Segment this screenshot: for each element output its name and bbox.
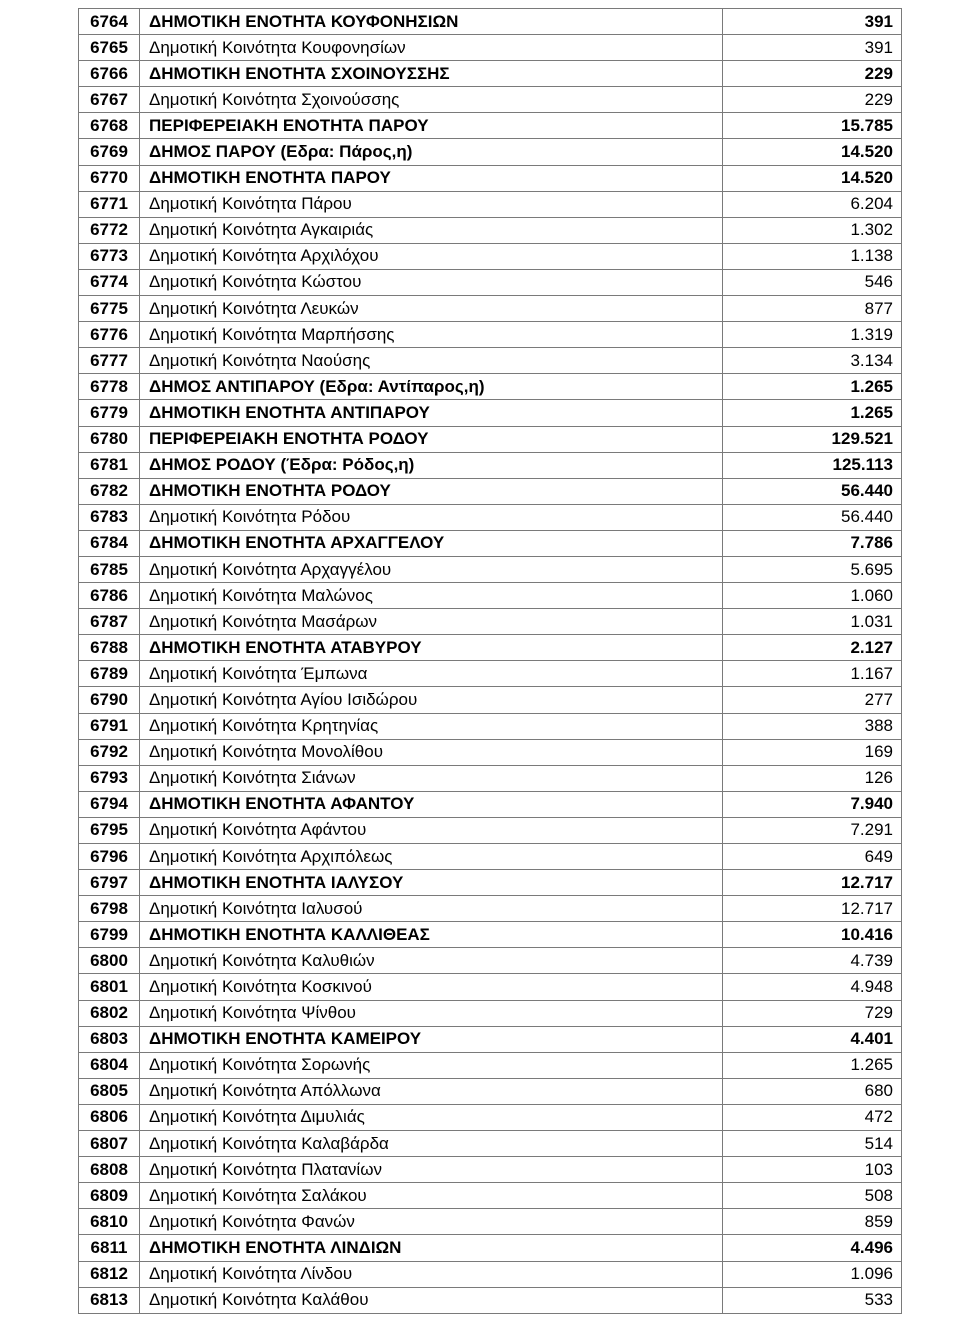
row-name: Δημοτική Κοινότητα Μασάρων: [140, 609, 723, 635]
row-code: 6807: [79, 1131, 140, 1157]
table-row: [79, 948, 902, 974]
row-code: 6770: [79, 165, 140, 191]
table-row: [79, 35, 902, 61]
row-name: Δημοτική Κοινότητα Ρόδου: [140, 504, 723, 530]
row-code: 6782: [79, 478, 140, 504]
row-code: 6769: [79, 139, 140, 165]
table-row: [79, 635, 902, 661]
table-row: [79, 530, 902, 556]
row-population: 1.265: [723, 1052, 902, 1078]
row-code: 6793: [79, 765, 140, 791]
row-code: 6771: [79, 191, 140, 217]
table-row: [79, 1000, 902, 1026]
table-row: [79, 191, 902, 217]
row-name: Δημοτική Κοινότητα Μονολίθου: [140, 739, 723, 765]
row-name: ΔΗΜΟΤΙΚΗ ΕΝΟΤΗΤΑ ΑΝΤΙΠΑΡΟΥ: [140, 400, 723, 426]
row-code: 6775: [79, 296, 140, 322]
table-row: [79, 1183, 902, 1209]
row-population: 5.695: [723, 556, 902, 582]
table-row: [79, 348, 902, 374]
row-name: ΠΕΡΙΦΕΡΕΙΑΚΗ ΕΝΟΤΗΤΑ ΠΑΡΟΥ: [140, 113, 723, 139]
row-name: ΔΗΜΟΤΙΚΗ ΕΝΟΤΗΤΑ ΑΤΑΒΥΡΟΥ: [140, 635, 723, 661]
table-row: [79, 139, 902, 165]
row-population: 12.717: [723, 896, 902, 922]
table-row: [79, 61, 902, 87]
row-name: ΔΗΜΟΣ ΠΑΡΟΥ (Εδρα: Πάρος,η): [140, 139, 723, 165]
table-row: [79, 817, 902, 843]
row-code: 6808: [79, 1157, 140, 1183]
row-name: Δημοτική Κοινότητα Διμυλιάς: [140, 1104, 723, 1130]
table-row: [79, 1209, 902, 1235]
row-population: 877: [723, 296, 902, 322]
row-name: Δημοτική Κοινότητα Ναούσης: [140, 348, 723, 374]
row-code: 6765: [79, 35, 140, 61]
row-population: 514: [723, 1131, 902, 1157]
table-row: [79, 217, 902, 243]
row-population: 7.291: [723, 817, 902, 843]
row-population: 56.440: [723, 504, 902, 530]
table-row: [79, 765, 902, 791]
row-name: ΠΕΡΙΦΕΡΕΙΑΚΗ ΕΝΟΤΗΤΑ ΡΟΔΟΥ: [140, 426, 723, 452]
row-name: Δημοτική Κοινότητα Μαλώνος: [140, 583, 723, 609]
row-name: ΔΗΜΟΣ ΑΝΤΙΠΑΡΟΥ (Εδρα: Αντίπαρος,η): [140, 374, 723, 400]
table-row: [79, 844, 902, 870]
row-population: 1.302: [723, 217, 902, 243]
table-row: [79, 1131, 902, 1157]
row-name: Δημοτική Κοινότητα Σιάνων: [140, 765, 723, 791]
row-code: 6788: [79, 635, 140, 661]
row-code: 6811: [79, 1235, 140, 1261]
row-population: 1.265: [723, 400, 902, 426]
row-population: 6.204: [723, 191, 902, 217]
population-table: [78, 8, 902, 1314]
row-code: 6778: [79, 374, 140, 400]
table-row: [79, 922, 902, 948]
row-name: Δημοτική Κοινότητα Σαλάκου: [140, 1183, 723, 1209]
row-name: Δημοτική Κοινότητα Αρχιλόχου: [140, 243, 723, 269]
table-row: [79, 9, 902, 35]
table-row: [79, 269, 902, 295]
row-name: Δημοτική Κοινότητα Λευκών: [140, 296, 723, 322]
row-population: 1.265: [723, 374, 902, 400]
row-name: Δημοτική Κοινότητα Ψίνθου: [140, 1000, 723, 1026]
table-row: [79, 1104, 902, 1130]
row-name: Δημοτική Κοινότητα Κοσκινού: [140, 974, 723, 1000]
row-name: Δημοτική Κοινότητα Φανών: [140, 1209, 723, 1235]
row-population: 859: [723, 1209, 902, 1235]
row-name: Δημοτική Κοινότητα Αρχαγγέλου: [140, 556, 723, 582]
row-population: 12.717: [723, 870, 902, 896]
table-row: [79, 713, 902, 739]
row-population: 1.167: [723, 661, 902, 687]
row-population: 277: [723, 687, 902, 713]
row-code: 6786: [79, 583, 140, 609]
row-code: 6781: [79, 452, 140, 478]
row-population: 1.031: [723, 609, 902, 635]
table-body: [79, 9, 902, 1314]
row-code: 6813: [79, 1287, 140, 1313]
row-population: 14.520: [723, 165, 902, 191]
row-name: ΔΗΜΟΤΙΚΗ ΕΝΟΤΗΤΑ ΑΡΧΑΓΓΕΛΟΥ: [140, 530, 723, 556]
row-code: 6776: [79, 322, 140, 348]
row-population: 391: [723, 35, 902, 61]
table-row: [79, 1287, 902, 1313]
row-population: 169: [723, 739, 902, 765]
row-population: 680: [723, 1078, 902, 1104]
row-population: 1.096: [723, 1261, 902, 1287]
row-code: 6805: [79, 1078, 140, 1104]
row-population: 1.319: [723, 322, 902, 348]
row-population: 3.134: [723, 348, 902, 374]
row-code: 6791: [79, 713, 140, 739]
row-code: 6800: [79, 948, 140, 974]
row-population: 1.060: [723, 583, 902, 609]
row-code: 6812: [79, 1261, 140, 1287]
row-population: 391: [723, 9, 902, 35]
row-code: 6784: [79, 530, 140, 556]
row-name: ΔΗΜΟΣ ΡΟΔΟΥ (Έδρα: Ρόδος,η): [140, 452, 723, 478]
row-name: ΔΗΜΟΤΙΚΗ ΕΝΟΤΗΤΑ ΚΑΛΛΙΘΕΑΣ: [140, 922, 723, 948]
row-name: ΔΗΜΟΤΙΚΗ ΕΝΟΤΗΤΑ ΚΟΥΦΟΝΗΣΙΩΝ: [140, 9, 723, 35]
table-row: [79, 870, 902, 896]
table-row: [79, 87, 902, 113]
row-code: 6801: [79, 974, 140, 1000]
row-population: 2.127: [723, 635, 902, 661]
row-name: Δημοτική Κοινότητα Αγκαιριάς: [140, 217, 723, 243]
row-name: Δημοτική Κοινότητα Καλάθου: [140, 1287, 723, 1313]
table-row: [79, 739, 902, 765]
row-code: 6764: [79, 9, 140, 35]
table-row: [79, 661, 902, 687]
row-population: 649: [723, 844, 902, 870]
row-population: 729: [723, 1000, 902, 1026]
row-name: Δημοτική Κοινότητα Καλυθιών: [140, 948, 723, 974]
table-row: [79, 974, 902, 1000]
row-name: Δημοτική Κοινότητα Πλατανίων: [140, 1157, 723, 1183]
row-name: Δημοτική Κοινότητα Ιαλυσού: [140, 896, 723, 922]
row-population: 4.739: [723, 948, 902, 974]
row-population: 4.496: [723, 1235, 902, 1261]
table-row: [79, 113, 902, 139]
row-population: 229: [723, 87, 902, 113]
row-name: Δημοτική Κοινότητα Κώστου: [140, 269, 723, 295]
row-name: Δημοτική Κοινότητα Αφάντου: [140, 817, 723, 843]
row-population: 56.440: [723, 478, 902, 504]
row-name: Δημοτική Κοινότητα Έμπωνα: [140, 661, 723, 687]
row-name: Δημοτική Κοινότητα Αρχιπόλεως: [140, 844, 723, 870]
table-row: [79, 165, 902, 191]
row-code: 6797: [79, 870, 140, 896]
table-row: [79, 556, 902, 582]
row-name: ΔΗΜΟΤΙΚΗ ΕΝΟΤΗΤΑ ΣΧΟΙΝΟΥΣΣΗΣ: [140, 61, 723, 87]
row-name: ΔΗΜΟΤΙΚΗ ΕΝΟΤΗΤΑ ΛΙΝΔΙΩΝ: [140, 1235, 723, 1261]
row-code: 6806: [79, 1104, 140, 1130]
row-code: 6796: [79, 844, 140, 870]
table-row: [79, 583, 902, 609]
row-code: 6783: [79, 504, 140, 530]
table-row: [79, 609, 902, 635]
row-name: Δημοτική Κοινότητα Σχοινούσσης: [140, 87, 723, 113]
table-row: [79, 1235, 902, 1261]
table-row: [79, 1026, 902, 1052]
table-row: [79, 504, 902, 530]
row-code: 6799: [79, 922, 140, 948]
table-row: [79, 452, 902, 478]
row-population: 533: [723, 1287, 902, 1313]
document-page: [78, 8, 901, 1314]
row-name: ΔΗΜΟΤΙΚΗ ΕΝΟΤΗΤΑ ΠΑΡΟΥ: [140, 165, 723, 191]
row-name: ΔΗΜΟΤΙΚΗ ΕΝΟΤΗΤΑ ΙΑΛΥΣΟΥ: [140, 870, 723, 896]
table-row: [79, 374, 902, 400]
row-code: 6790: [79, 687, 140, 713]
row-population: 229: [723, 61, 902, 87]
row-population: 14.520: [723, 139, 902, 165]
row-name: Δημοτική Κοινότητα Αγίου Ισιδώρου: [140, 687, 723, 713]
table-row: [79, 322, 902, 348]
table-row: [79, 426, 902, 452]
row-population: 1.138: [723, 243, 902, 269]
row-code: 6803: [79, 1026, 140, 1052]
row-code: 6785: [79, 556, 140, 582]
row-population: 388: [723, 713, 902, 739]
row-population: 125.113: [723, 452, 902, 478]
row-code: 6779: [79, 400, 140, 426]
row-population: 4.401: [723, 1026, 902, 1052]
table-row: [79, 1157, 902, 1183]
table-row: [79, 478, 902, 504]
row-population: 472: [723, 1104, 902, 1130]
row-code: 6780: [79, 426, 140, 452]
table-row: [79, 1052, 902, 1078]
row-population: 7.786: [723, 530, 902, 556]
row-code: 6809: [79, 1183, 140, 1209]
table-row: [79, 400, 902, 426]
row-code: 6795: [79, 817, 140, 843]
row-population: 126: [723, 765, 902, 791]
table-row: [79, 687, 902, 713]
row-code: 6810: [79, 1209, 140, 1235]
row-population: 4.948: [723, 974, 902, 1000]
table-row: [79, 896, 902, 922]
row-code: 6774: [79, 269, 140, 295]
row-name: Δημοτική Κοινότητα Απόλλωνα: [140, 1078, 723, 1104]
row-name: Δημοτική Κοινότητα Λίνδου: [140, 1261, 723, 1287]
row-name: ΔΗΜΟΤΙΚΗ ΕΝΟΤΗΤΑ ΚΑΜΕΙΡΟΥ: [140, 1026, 723, 1052]
row-code: 6787: [79, 609, 140, 635]
row-code: 6773: [79, 243, 140, 269]
row-code: 6802: [79, 1000, 140, 1026]
row-population: 508: [723, 1183, 902, 1209]
row-code: 6767: [79, 87, 140, 113]
table-row: [79, 791, 902, 817]
row-name: Δημοτική Κοινότητα Κρητηνίας: [140, 713, 723, 739]
row-population: 129.521: [723, 426, 902, 452]
row-code: 6794: [79, 791, 140, 817]
row-population: 103: [723, 1157, 902, 1183]
row-code: 6798: [79, 896, 140, 922]
row-code: 6768: [79, 113, 140, 139]
row-code: 6789: [79, 661, 140, 687]
row-population: 15.785: [723, 113, 902, 139]
row-code: 6804: [79, 1052, 140, 1078]
row-name: Δημοτική Κοινότητα Καλαβάρδα: [140, 1131, 723, 1157]
row-population: 10.416: [723, 922, 902, 948]
row-name: Δημοτική Κοινότητα Σορωνής: [140, 1052, 723, 1078]
table-row: [79, 296, 902, 322]
table-row: [79, 243, 902, 269]
row-population: 546: [723, 269, 902, 295]
table-row: [79, 1261, 902, 1287]
row-name: Δημοτική Κοινότητα Πάρου: [140, 191, 723, 217]
row-population: 7.940: [723, 791, 902, 817]
row-name: Δημοτική Κοινότητα Κουφονησίων: [140, 35, 723, 61]
row-code: 6792: [79, 739, 140, 765]
table-row: [79, 1078, 902, 1104]
row-name: ΔΗΜΟΤΙΚΗ ΕΝΟΤΗΤΑ ΡΟΔΟΥ: [140, 478, 723, 504]
row-name: Δημοτική Κοινότητα Μαρπήσσης: [140, 322, 723, 348]
row-code: 6766: [79, 61, 140, 87]
row-code: 6772: [79, 217, 140, 243]
row-name: ΔΗΜΟΤΙΚΗ ΕΝΟΤΗΤΑ ΑΦΑΝΤΟΥ: [140, 791, 723, 817]
row-code: 6777: [79, 348, 140, 374]
